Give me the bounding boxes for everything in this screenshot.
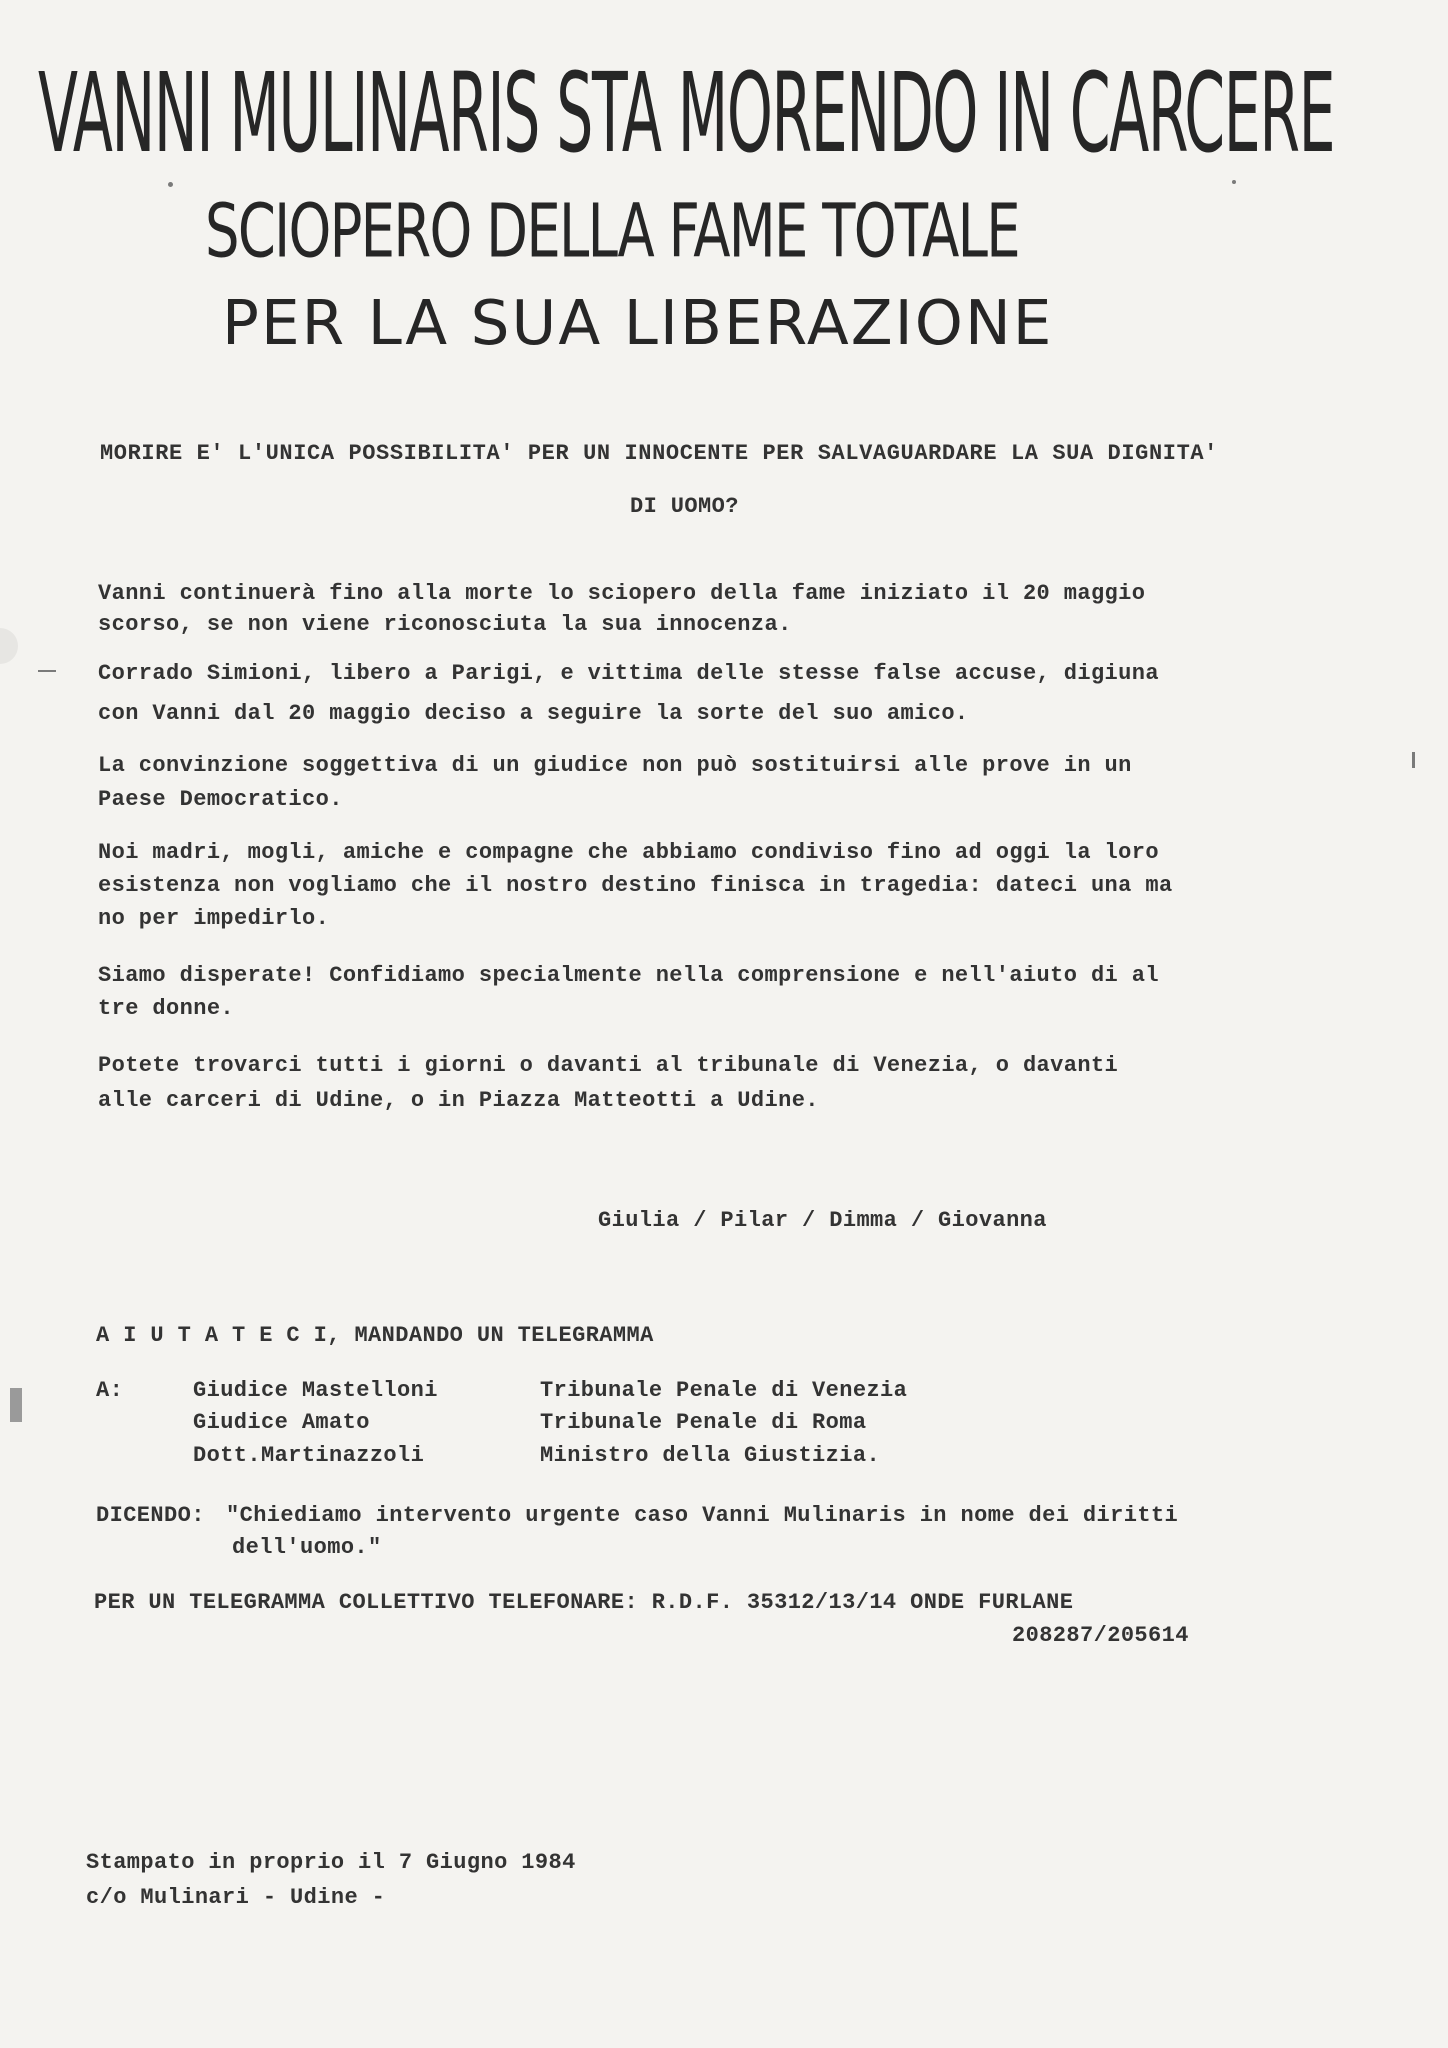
body-line: alle carceri di Udine, o in Piazza Matteotti a Udine. [98, 1088, 819, 1113]
saying-label: DICENDO: [96, 1503, 205, 1528]
appeal-spaced: A I U T A T E C I, [96, 1323, 341, 1348]
phone-line-2: 208287/205614 [1012, 1623, 1189, 1648]
body-line: Corrado Simioni, libero a Parigi, e vittima delle stesse false accuse, digiuna [98, 661, 1159, 686]
recipient-office: Tribunale Penale di Roma [540, 1410, 867, 1435]
body-line: con Vanni dal 20 maggio deciso a seguire la sorte del suo amico. [98, 701, 969, 726]
body-line: tre donne. [98, 996, 235, 1021]
recipients-prefix: A: [96, 1378, 124, 1403]
body-line: esistenza non vogliamo che il nostro destino finisca in tragedia: dateci una ma [98, 873, 1173, 898]
body-line: Potete trovarci tutti i giorni o davanti al tribunale di Venezia, o davanti [98, 1053, 1119, 1078]
body-line: Siamo disperate! Confidiamo specialmente nella comprensione e nell'aiuto di al [98, 963, 1159, 988]
punch-hole [0, 628, 18, 664]
body-line: La convinzione soggettiva di un giudice non può sostituirsi alle prove in un [98, 753, 1132, 778]
recipient-office: Ministro della Giustizia. [540, 1443, 881, 1468]
signatures: Giulia / Pilar / Dimma / Giovanna [598, 1208, 1047, 1233]
body-line: no per impedirlo. [98, 906, 330, 931]
body-line: Vanni continuerà fino alla morte lo sciopero della fame iniziato il 20 maggio [98, 581, 1146, 606]
appeal-heading [96, 1323, 654, 1348]
body-line: Paese Democratico. [98, 787, 343, 812]
footer-line-1: Stampato in proprio il 7 Giugno 1984 [86, 1850, 576, 1875]
scan-mark [168, 182, 173, 187]
headline-line-3: PER LA SUA LIBERAZIONE [222, 288, 1054, 360]
recipient-name: Giudice Amato [193, 1410, 370, 1435]
scan-mark [38, 670, 56, 672]
saying-line-2: dell'uomo." [232, 1535, 382, 1560]
saying-line-1: "Chiediamo intervento urgente caso Vanni Mulinaris in nome dei diritti [226, 1503, 1179, 1528]
phone-line-1: PER UN TELEGRAMMA COLLETTIVO TELEFONARE: R.D.F. 35312/13/14 ONDE FURLANE [94, 1590, 1074, 1615]
question-line-1: MORIRE E' L'UNICA POSSIBILITA' PER UN INNOCENTE PER SALVAGUARDARE LA SUA DIGNITA' [100, 441, 1218, 466]
body-line: scorso, se non viene riconosciuta la sua innocenza. [98, 612, 792, 637]
headline-line-1: VANNI MULINARIS STA MORENDO IN CARCERE [38, 50, 1335, 178]
body-line: Noi madri, mogli, amiche e compagne che abbiamo condiviso fino ad oggi la loro [98, 840, 1159, 865]
headline-line-2: SCIOPERO DELLA FAME TOTALE [205, 190, 1019, 276]
recipient-name: Dott.Martinazzoli [193, 1443, 425, 1468]
recipient-name: Giudice Mastelloni [193, 1378, 438, 1403]
scan-mark [10, 1388, 22, 1422]
recipient-office: Tribunale Penale di Venezia [540, 1378, 908, 1403]
scan-mark [1232, 180, 1236, 184]
footer-line-2: c/o Mulinari - Udine - [86, 1885, 386, 1910]
appeal-rest: MANDANDO UN TELEGRAMMA [354, 1323, 654, 1348]
question-line-2: DI UOMO? [630, 494, 739, 519]
scan-mark [1412, 752, 1415, 768]
